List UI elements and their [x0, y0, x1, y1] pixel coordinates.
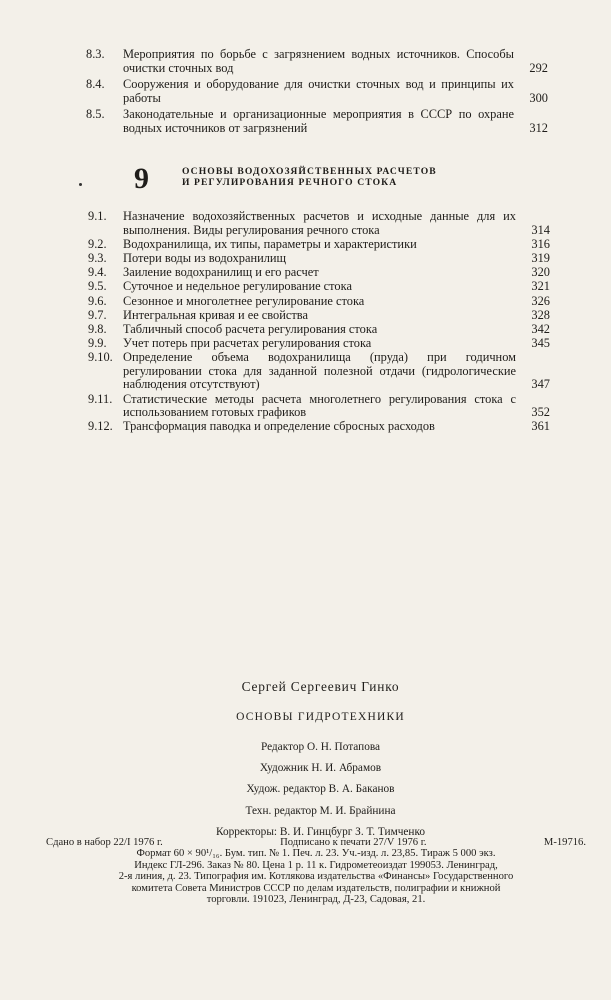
toc-entry-title: Трансформация паводка и определение сбросных расходов	[123, 419, 435, 434]
imprint-line-committee: комитета Совета Министров СССР по делам издательств, полиграфии и книжной	[131, 882, 501, 894]
imprint-block	[46, 837, 586, 905]
imprint-typeset-date: Сдано в набор 22/I 1976 г.	[46, 837, 163, 848]
toc-entry-page: 347	[531, 377, 550, 392]
toc-entry-number: 9.12.	[88, 419, 113, 434]
imprint-code: М-19716.	[543, 837, 586, 848]
toc-entry-page: 326	[531, 293, 550, 308]
chapter-title: ОСНОВЫ ВОДОХОЗЯЙСТВЕННЫХ РАСЧЕТОВ И РЕГУЛИРОВАНИЯ РЕЧНОГО СТОКА	[182, 166, 437, 188]
toc-entry-page: 345	[531, 336, 550, 351]
toc-entry[interactable]	[88, 420, 550, 434]
credit-tech-editor: Техн. редактор М. И. Брайнина	[245, 804, 396, 817]
toc-entry-number: 9.7.	[88, 307, 107, 322]
toc-entry[interactable]	[88, 210, 550, 237]
toc-entry-number: 9.9.	[88, 336, 107, 351]
toc-entry-title: Учет потерь при расчетах регулирования стока	[123, 336, 372, 351]
chapter-number: 9	[134, 162, 149, 195]
credit-editor: Редактор О. Н. Потапова	[260, 741, 381, 753]
toc-section-9	[88, 210, 550, 435]
toc-entry[interactable]	[88, 351, 550, 392]
toc-entry[interactable]	[86, 48, 548, 75]
toc-entry-page: 320	[531, 265, 550, 280]
toc-entry-page: 312	[529, 120, 548, 135]
toc-entry-number: 9.3.	[88, 250, 107, 265]
imprint-signed-date: Подписано к печати 27/V 1976 г.	[280, 837, 427, 848]
credit-artist: Художник Н. И. Абрамов	[259, 762, 382, 775]
toc-entry[interactable]	[88, 337, 550, 351]
toc-entry[interactable]	[86, 78, 548, 105]
toc-entry[interactable]	[88, 266, 550, 280]
toc-entry[interactable]	[88, 309, 550, 323]
toc-entry[interactable]	[88, 252, 550, 266]
imprint-line-address: торговли. 191023, Ленинград, Д-23, Садовая, 21.	[206, 894, 426, 906]
toc-entry[interactable]	[88, 295, 550, 309]
toc-entry-number: 8.4.	[86, 77, 105, 92]
toc-entry-title: Мероприятия по борьбе с загрязнением водных источников. Способы очистки сточных вод	[123, 47, 514, 75]
toc-entry-number: 9.2.	[88, 236, 107, 251]
toc-entry-number: 9.5.	[88, 279, 107, 294]
imprint-line-index: Индекс ГЛ-296. Заказ № 80. Цена 1 р. 11 к. Гидрометеоиздат 199053. Ленинград,	[134, 859, 498, 871]
toc-entry-number: 8.5.	[86, 107, 105, 122]
toc-entry-title: Назначение водохозяйственных расчетов и исходные данные для их выполнения. Виды регулирования речного стока	[123, 209, 516, 237]
credit-art-editor: Худож. редактор В. А. Баканов	[246, 783, 395, 796]
toc-entry-page: 328	[531, 307, 550, 322]
toc-entry-title: Суточное и недельное регулирование стока	[123, 279, 352, 294]
toc-entry[interactable]	[88, 393, 550, 420]
toc-entry[interactable]	[86, 108, 548, 135]
toc-entry-title: Сезонное и многолетнее регулирование стока	[123, 293, 365, 308]
toc-entry-page: 292	[529, 60, 548, 75]
toc-entry-title: Сооружения и оборудование для очистки сточных вод и принципы их работы	[123, 77, 514, 105]
toc-entry[interactable]	[88, 238, 550, 252]
toc-entry-page: 342	[531, 321, 550, 336]
toc-entry-title: Статистические методы расчета многолетнего регулирования стока с использованием готовых графиков	[123, 391, 516, 420]
toc-entry-number: 8.3.	[86, 47, 105, 61]
toc-entry[interactable]	[88, 323, 550, 337]
toc-entry-number: 9.1.	[88, 209, 107, 223]
toc-entry-page: 321	[531, 279, 550, 294]
toc-entry-title: Табличный способ расчета регулирования стока	[123, 321, 378, 336]
imprint-line-printer: 2-я линия, д. 23. Типография им. Котлякова издательства «Финансы» Государственного	[118, 871, 514, 883]
toc-entry[interactable]	[88, 280, 550, 294]
credit-proofreaders: Корректоры: В. И. Гинцбург З. Т. Тимченко	[215, 825, 426, 838]
credits-list	[0, 737, 611, 843]
toc-entry-number: 9.10.	[88, 350, 113, 365]
toc-entry-page: 300	[529, 90, 548, 105]
toc-entry-title: Водохранилища, их типы, параметры и характеристики	[123, 236, 417, 251]
toc-section-8	[86, 48, 548, 139]
toc-entry-page: 316	[531, 236, 550, 251]
toc-entry-title: Законодательные и организационные мероприятия в СССР по охране водных источников от загрязнений	[123, 107, 514, 135]
toc-entry-title: Интегральная кривая и ее свойства	[123, 307, 308, 322]
toc-entry-title: Потери воды из водохранилищ	[123, 250, 287, 265]
decorative-dot	[79, 183, 82, 186]
toc-entry-number: 9.4.	[88, 265, 107, 280]
toc-entry-page: 319	[531, 250, 550, 265]
toc-entry-number: 9.6.	[88, 293, 107, 308]
imprint-line-format: Формат 60 × 90¹/₁₆. Бум. тип. № 1. Печ. л. 23. Уч.-изд. л. 23,85. Тираж 5 000 экз.	[136, 848, 496, 860]
author-name: Сергей Сергеевич Гинко	[241, 679, 400, 694]
toc-entry-page: 361	[531, 419, 550, 434]
toc-entry-number: 9.11.	[88, 391, 113, 406]
imprint-line-dates	[46, 837, 586, 848]
toc-entry-title: Заиление водохранилищ и его расчет	[123, 265, 319, 280]
toc-entry-number: 9.8.	[88, 321, 107, 336]
book-title: ОСНОВЫ ГИДРОТЕХНИКИ	[236, 711, 405, 723]
toc-entry-page: 352	[531, 405, 550, 420]
toc-entry-page: 314	[531, 222, 550, 237]
toc-entry-title: Определение объема водохранилища (пруда) при годичном регулировании стока для заданной полезной отдачи (гидрологические наблюдения отсутствуют)	[123, 350, 516, 392]
